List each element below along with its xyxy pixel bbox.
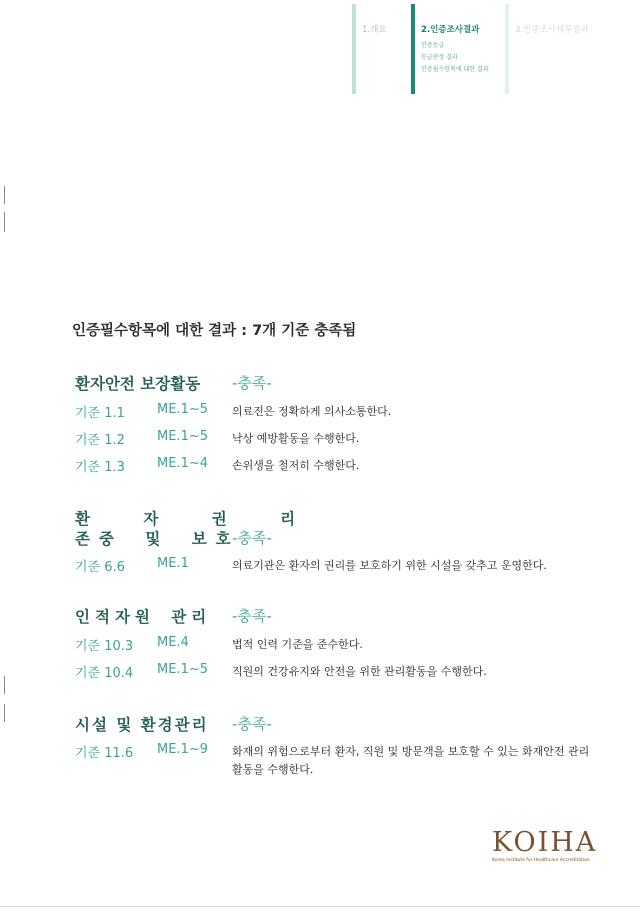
section-heading-line2: 존중 및 보호 (75, 530, 240, 548)
status-badge: -충족- (232, 529, 272, 547)
standard-number: 기준 10.3 (75, 639, 134, 654)
measurable-element: ME.1 (157, 556, 189, 571)
status-badge: -충족- (232, 374, 272, 392)
measurable-element: ME.1~9 (157, 742, 208, 757)
measurable-element: ME.1~5 (157, 402, 208, 417)
logo-wordmark: KOIHA (492, 827, 598, 858)
page-bottom-edge (0, 906, 640, 907)
nav-tab-indicator (505, 4, 509, 94)
nav-subitem-required-items[interactable]: 인증필수항목에 대한 결과 (421, 66, 489, 73)
section-heading-line1: 환 자 권 리 (75, 510, 320, 528)
status-badge: -충족- (232, 715, 272, 733)
scan-artifact (4, 186, 5, 204)
measurable-element: ME.1~5 (157, 662, 208, 677)
measurable-element: ME.1~4 (157, 456, 208, 471)
section-navigation (0, 0, 640, 96)
standard-description: 직원의 건강유지와 안전을 위한 관리활동을 수행한다. (232, 665, 487, 678)
nav-tab-title: 3.인증조사세부결과 (515, 25, 589, 35)
nav-tab-indicator (352, 4, 356, 94)
nav-tab-title: 1.개요 (362, 25, 387, 35)
standard-description: 손위생을 철저히 수행한다. (232, 459, 360, 472)
page-title: 인증필수항목에 대한 결과 : 7개 기준 충족됨 (72, 323, 357, 339)
nav-tab-indicator-active (411, 4, 415, 94)
standard-description: 낙상 예방활동을 수행한다. (232, 432, 360, 445)
measurable-element: ME.1~5 (157, 429, 208, 444)
section-heading: 환자안전 보장활동 (75, 375, 201, 393)
nav-subitem-grade[interactable]: 인증등급 (421, 42, 445, 49)
scan-artifact (4, 676, 5, 694)
standard-description: 화재의 위험으로부터 환자, 직원 및 방문객을 보호할 수 있는 화재안전 관리활동을 수행한다. (232, 745, 590, 776)
standard-number: 기준 1.3 (75, 460, 125, 475)
status-badge: -충족- (232, 607, 272, 625)
koiha-logo (492, 828, 602, 863)
standard-number: 기준 10.4 (75, 666, 134, 681)
measurable-element: ME.4 (157, 635, 189, 650)
standard-description: 의료진은 정확하게 의사소통한다. (232, 405, 392, 418)
standard-number: 기준 11.6 (75, 746, 134, 761)
scan-artifact (4, 212, 5, 232)
standard-description: 법적 인력 기준을 준수한다. (232, 638, 363, 651)
section-heading: 시설 및 환경관리 (75, 716, 209, 734)
standard-number: 기준 1.2 (75, 433, 125, 448)
nav-subitem-grade-result[interactable]: 등급판정 결과 (421, 54, 458, 61)
standard-number: 기준 1.1 (75, 406, 125, 421)
section-heading: 인적자원 관리 (75, 608, 212, 626)
nav-tab-title: 2.인증조사결과 (421, 25, 480, 35)
standard-description: 의료기관은 환자의 권리를 보호하기 위한 시설을 갖추고 운영한다. (232, 559, 547, 572)
logo-tagline: Korea Institute for Healthcare Accreditation (492, 858, 590, 863)
scan-artifact (4, 704, 5, 722)
standard-number: 기준 6.6 (75, 560, 125, 575)
